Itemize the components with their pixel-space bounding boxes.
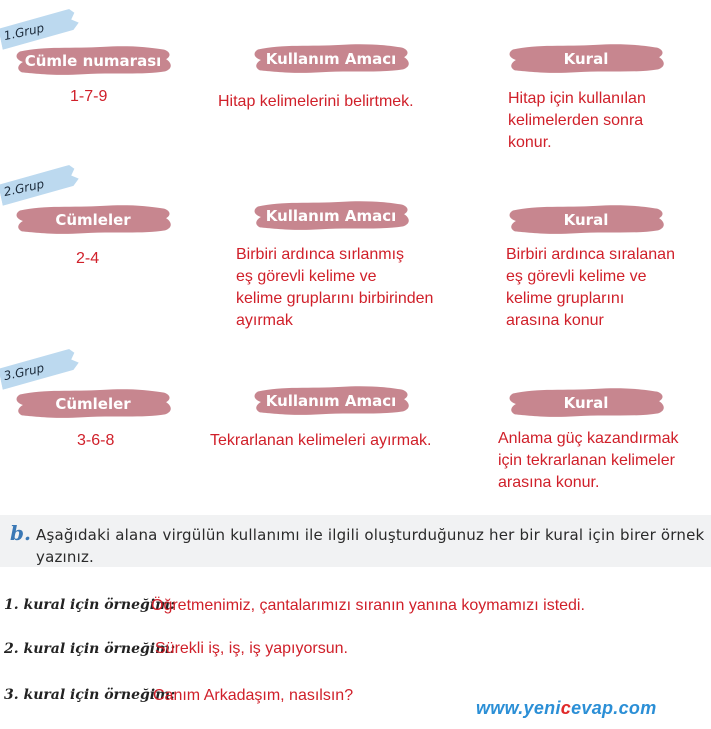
group-tab-label: 3.Grup [2, 360, 46, 384]
instruction-box [0, 515, 711, 567]
column-label-sentences: Cümleler [14, 203, 172, 237]
rule-text: Birbiri ardınca sıralanan eş görevli kelime ve kelime gruplarını arasına konur [506, 246, 675, 329]
group-tab-label: 1.Grup [2, 20, 46, 44]
column-label-purpose: Kullanım Amacı [252, 199, 410, 233]
section-letter: b. [10, 521, 31, 545]
sentence-numbers: 1-7-9 [70, 88, 108, 105]
example-answer-3: Canım Arkadaşım, nasılsın? [153, 687, 354, 704]
group-tab-label: 2.Grup [2, 176, 46, 200]
example-answer-2: Sürekli iş, iş, iş yapıyorsun. [155, 640, 348, 657]
rule-text: Anlama güç kazandırmak için tekrarlanan kelimeler arasına konur. [498, 430, 679, 491]
column-label-rule: Kural [507, 386, 665, 420]
example-label-1: 1. kural için örneğim: [4, 597, 176, 613]
purpose-text: Tekrarlanan kelimeleri ayırmak. [210, 432, 432, 449]
column-label-purpose: Kullanım Amacı [252, 42, 410, 76]
column-label-rule: Kural [507, 203, 665, 237]
column-label-rule: Kural [507, 42, 665, 76]
purpose-text: Birbiri ardınca sırlanmış eş görevli kelime ve kelime gruplarını birbirinden ayırmak [236, 246, 434, 329]
example-label-3: 3. kural için örneğim: [4, 687, 176, 703]
site-watermark: www.yenicevap.com [476, 698, 657, 718]
sentence-numbers: 2-4 [76, 250, 100, 267]
column-label-sentences: Cümleler [14, 387, 172, 421]
column-label-purpose: Kullanım Amacı [252, 384, 410, 418]
purpose-text: Hitap kelimelerini belirtmek. [218, 93, 414, 110]
sentence-numbers: 3-6-8 [77, 432, 115, 449]
group-tab-3 [0, 348, 81, 390]
group-tab-2 [0, 164, 81, 206]
rule-text: Hitap için kullanılan kelimelerden sonra konur. [508, 90, 646, 151]
instruction-text: Aşağıdaki alana virgülün kullanımı ile ilgili oluşturduğunuz her bir kural için birer örnek yazınız. [36, 526, 705, 566]
example-label-2: 2. kural için örneğim: [4, 641, 176, 657]
column-label-sentence-numbers: Cümle numarası [14, 44, 172, 78]
example-answer-1: Öğretmenimiz, çantalarımızı sıranın yanına koymamızı istedi. [151, 597, 585, 614]
